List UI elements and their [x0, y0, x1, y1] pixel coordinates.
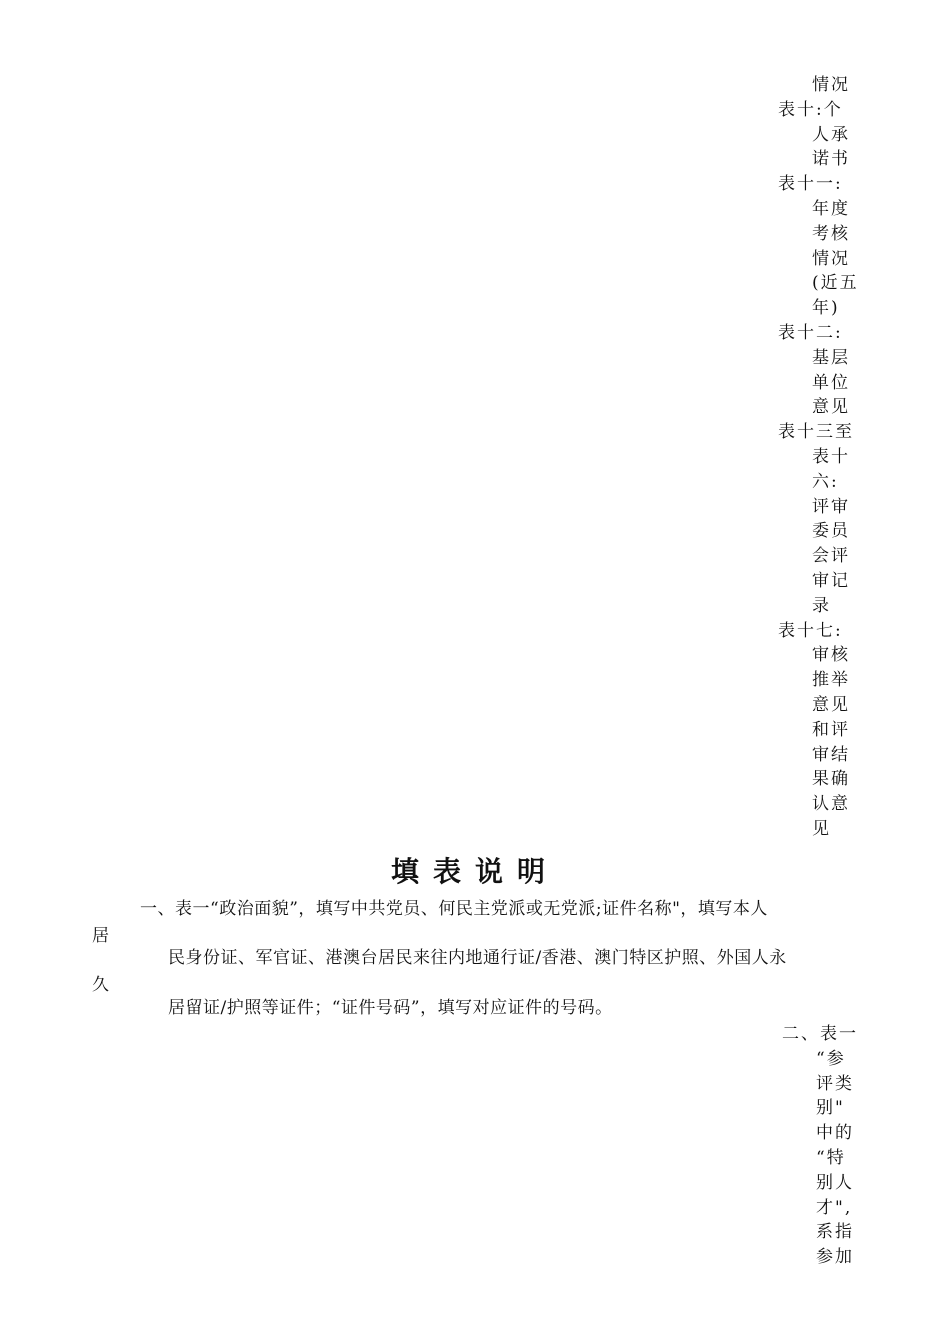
toc-line: 见 [812, 818, 831, 839]
toc-line: 人承 [812, 124, 850, 145]
section2-line: 才", [816, 1197, 853, 1218]
section1-line3: 居留证/护照等证件；“证件号码”，填写对应证件的号码。 [168, 998, 613, 1018]
toc-line: 审结 [812, 744, 850, 765]
toc-line: 会评 [812, 546, 850, 567]
toc-line: 审核 [812, 645, 850, 666]
section1-wrap1: 居 [92, 926, 110, 946]
toc-line: 和评 [812, 719, 850, 740]
section2-line: 别" [816, 1098, 845, 1119]
section2-line: 系指 [816, 1222, 854, 1243]
toc-line: 表十:个 [778, 99, 843, 120]
table-of-contents [778, 73, 859, 842]
section1-line2: 民身份证、军官证、港澳台居民来往内地通行证/香港、澳门特区护照、外国人永 [168, 948, 787, 968]
toc-line: 表十二: [778, 322, 843, 343]
section2-line: 别人 [816, 1172, 854, 1193]
toc-line: 推举 [812, 670, 850, 691]
section2-line: 评类 [816, 1073, 854, 1094]
section2-column [782, 1022, 858, 1270]
toc-line: 六: [812, 471, 839, 492]
toc-line: 审记 [812, 570, 850, 591]
toc-line: 考核 [812, 223, 850, 244]
section1-wrap2: 久 [92, 975, 110, 995]
page-title: 填表说明 [390, 855, 559, 888]
toc-line: 意见 [812, 694, 850, 715]
toc-line: 基层 [812, 347, 850, 368]
toc-line: (近五 [812, 273, 859, 294]
toc-line: 情况 [812, 75, 850, 95]
section2-line: “参 [816, 1048, 846, 1069]
toc-line: 录 [812, 595, 831, 616]
toc-line: 表十七: [778, 620, 843, 641]
section1-line1: 一、表一“政治面貌”，填写中共党员、何民主党派或无党派;证件名称"，填写本人 [140, 899, 768, 919]
toc-line: 评审 [812, 496, 850, 517]
section2-line: 中的 [816, 1123, 854, 1144]
toc-line: 年度 [812, 198, 850, 219]
toc-line: 表十三至 [778, 422, 854, 443]
toc-line: 表十一: [778, 174, 843, 195]
section2-line: “特 [816, 1147, 846, 1168]
toc-line: 单位 [812, 372, 850, 393]
toc-line: 果确 [812, 769, 850, 790]
toc-line: 情况 [812, 248, 850, 269]
toc-line: 年) [812, 298, 840, 319]
section2-line: 参加 [816, 1247, 854, 1268]
toc-line: 表十 [812, 446, 850, 467]
toc-line: 诺书 [812, 149, 850, 170]
section2-line: 二、表一 [782, 1024, 858, 1044]
toc-line: 认意 [812, 794, 850, 815]
toc-line: 意见 [812, 397, 850, 418]
toc-line: 委员 [812, 521, 850, 542]
